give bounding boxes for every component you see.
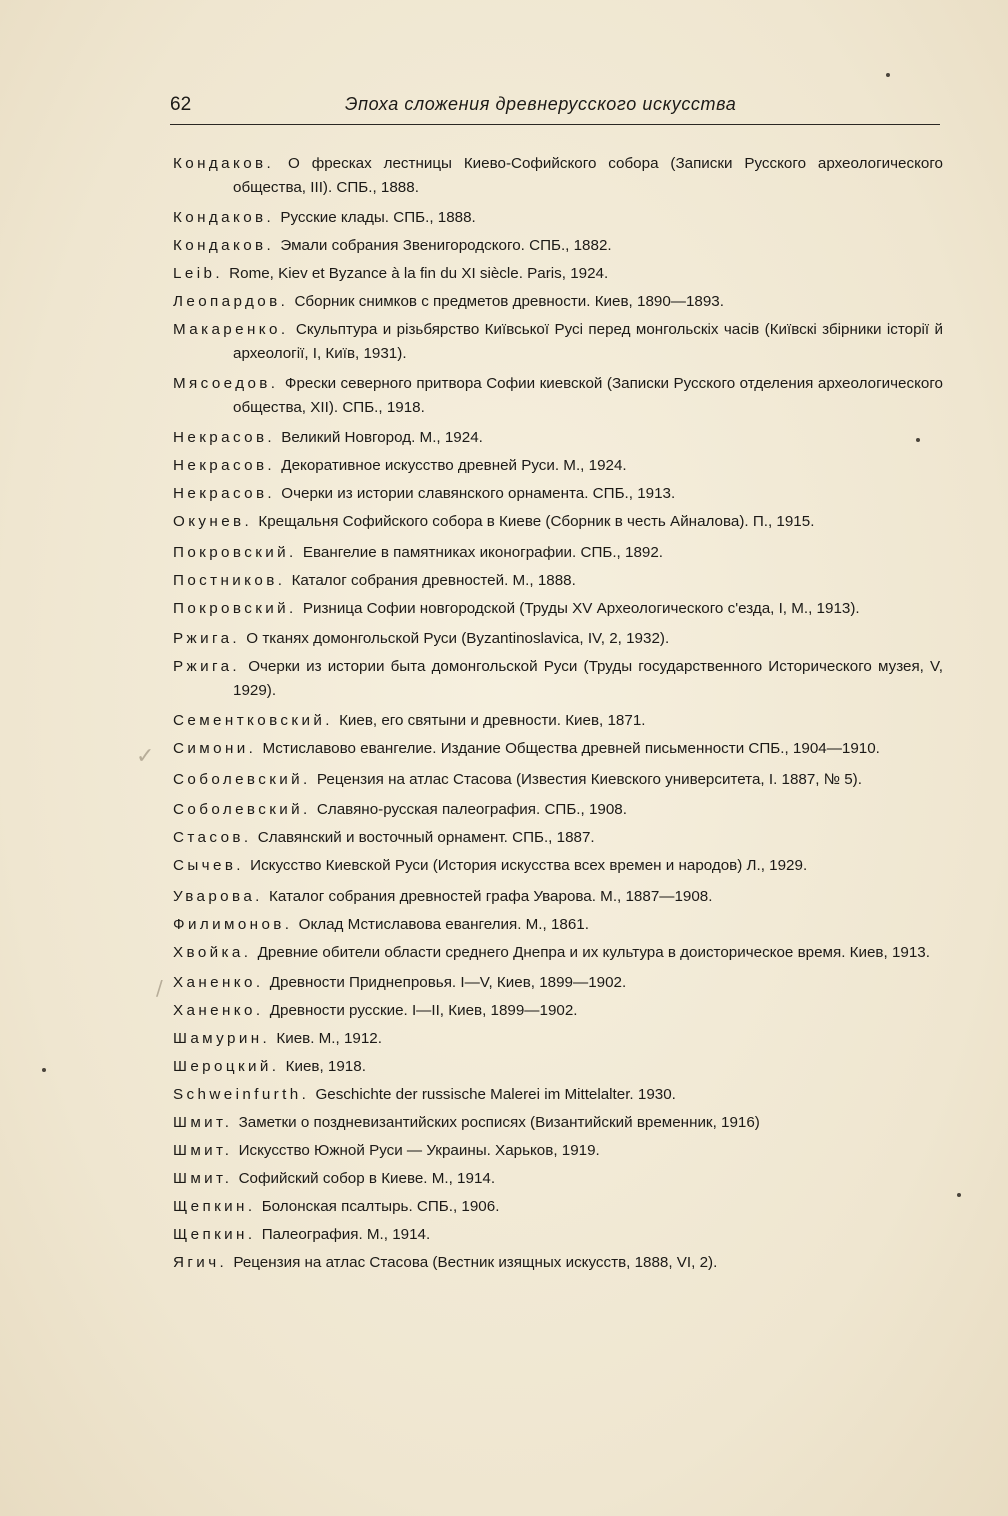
entry-author: Леопардов. — [173, 293, 289, 310]
entry-author: Стасов. — [173, 829, 252, 846]
entry-author: Постников. — [173, 571, 286, 589]
entry-author: Симони. — [173, 740, 257, 757]
entry-text: Софийский собор в Киеве. М., 1914. — [238, 1170, 496, 1187]
entry-text: Палеография. М., 1914. — [261, 1226, 431, 1243]
entry-author: Мясоедов. — [173, 375, 279, 392]
entry-author: Кондаков. — [173, 209, 275, 226]
entry-text: Великий Новгород. М., 1924. — [281, 429, 483, 446]
entry-author: Филимонов. — [173, 915, 293, 933]
running-title: Эпоха сложения древнерусского искусства — [345, 94, 737, 114]
entry-text: Болонская псалтырь. СПБ., 1906. — [261, 1198, 500, 1215]
entry-text: Древности Приднепровья. I—V, Киев, 1899—1902. — [269, 974, 627, 991]
bibliography-entry — [173, 597, 943, 621]
bibliography-entry — [173, 234, 943, 258]
entry-author: Сементковский. — [173, 712, 333, 729]
entry-author: Уварова. — [173, 887, 263, 905]
entry-text: Сборник снимков с предметов древности. Киев, 1890—1893. — [294, 293, 724, 310]
entry-text: Скульптура и різьбярство Київської Русі перед монгольскіх часів (Київскі збірники історії й археології, І, Київ, 1931). — [233, 321, 943, 362]
entry-text: Каталог собрания древностей графа Уварова. М., 1887—1908. — [269, 887, 713, 905]
entry-author: Кондаков. — [173, 237, 275, 254]
bibliography-entry — [173, 737, 943, 761]
entry-author: Шамурин. — [173, 1030, 271, 1047]
entry-text: Ризница Софии новгородской (Труды XV Археологического с'езда, I, М., 1913). — [302, 599, 860, 617]
bibliography-entry — [173, 569, 943, 593]
entry-author: Щепкин. — [173, 1226, 256, 1243]
entry-author: Кондаков. — [173, 155, 275, 172]
bibliography-entry — [173, 372, 943, 419]
ink-speck — [957, 1193, 961, 1197]
bibliography-entry — [173, 655, 943, 702]
entry-text: Древности русские. I—II, Киев, 1899—1902. — [269, 1002, 578, 1019]
entry-text: Фрески северного притвора Софии киевской (Записки Русского отделения археологического общества, XII). СПБ., 1918. — [233, 375, 943, 416]
entry-author: Некрасов. — [173, 457, 276, 474]
entry-author: Ржига. — [173, 658, 241, 675]
bibliography-entry — [173, 290, 943, 314]
entry-author: Некрасов. — [173, 429, 276, 446]
bibliography-entry — [173, 1139, 943, 1163]
entry-text: Славяно-русская палеография. СПБ., 1908. — [316, 801, 627, 818]
entry-author: Хвойка. — [173, 943, 252, 961]
entry-text: Крещальня Софийского собора в Киеве (Сборник в честь Айналова). П., 1915. — [258, 513, 815, 530]
entry-author: Соболевский. — [173, 801, 311, 818]
bibliography-entry — [173, 768, 943, 792]
ink-speck — [916, 438, 920, 442]
bibliography-entry — [173, 541, 943, 565]
entry-author: Шмит. — [173, 1142, 233, 1159]
bibliography-entry — [173, 941, 943, 965]
bibliography-entry — [173, 152, 943, 199]
bibliography-entry — [173, 627, 943, 651]
entry-text: Киев, его святыни и древности. Киев, 1871. — [339, 712, 646, 729]
entry-author: Ржига. — [173, 630, 241, 647]
ink-speck — [42, 1068, 46, 1072]
entry-text: Искусство Киевской Руси (История искусства всех времен и народов) Л., 1929. — [250, 857, 808, 874]
entry-text: Rome, Kiev et Byzance à la fin du XI siècle. Paris, 1924. — [229, 265, 609, 282]
entry-author: Шмит. — [173, 1170, 233, 1187]
entry-text: Очерки из истории славянского орнамента. СПБ., 1913. — [281, 485, 676, 502]
entry-author: Некрасов. — [173, 485, 276, 502]
entry-author: Соболевский. — [173, 770, 311, 788]
pencil-check-mark: ✓ — [136, 744, 155, 769]
entry-text: Искусство Южной Руси — Украины. Харьков, 1919. — [238, 1142, 600, 1159]
entry-author: Ягич. — [173, 1254, 228, 1271]
entry-text: О тканях домонгольской Руси (Byzantinoslavica, IV, 2, 1932). — [246, 630, 670, 647]
bibliography-entry — [173, 318, 943, 365]
bibliography-entry — [173, 1111, 943, 1135]
bibliography-entry — [173, 999, 943, 1023]
ink-speck — [886, 73, 890, 77]
pencil-slash-mark: / — [156, 976, 163, 1000]
entry-author: Ханенко. — [173, 974, 264, 991]
bibliography-entry — [173, 1251, 943, 1275]
entry-text: Декоративное искусство древней Руси. М., 1924. — [281, 457, 627, 474]
entry-author: Щепкин. — [173, 1198, 256, 1215]
entry-text: Geschichte der russische Malerei im Mittelalter. 1930. — [315, 1086, 676, 1103]
bibliography-entry — [173, 510, 943, 534]
entry-text: Заметки о поздневизантийских росписях (Византийский временник, 1916) — [238, 1114, 760, 1131]
entry-author: Leib. — [173, 265, 223, 282]
entry-text: Киев, 1918. — [285, 1058, 366, 1075]
entry-text: Киев. М., 1912. — [276, 1030, 382, 1047]
bibliography-entry — [173, 798, 943, 822]
entry-author: Покровский. — [173, 599, 297, 617]
entry-text: Эмали собрания Звенигородского. СПБ., 1882. — [280, 237, 612, 254]
entry-text: Каталог собрания древностей. М., 1888. — [291, 571, 576, 589]
page-header — [170, 92, 940, 125]
bibliography-entry — [173, 913, 943, 937]
entry-text: О фресках лестницы Киево-Софийского собора (Записки Русского археологического общества, III). СПБ., 1888. — [233, 155, 943, 196]
bibliography-list — [173, 152, 943, 1279]
entry-text: Рецензия на атлас Стасова (Известия Киевского университета, I. 1887, № 5). — [316, 770, 862, 788]
page-number: 62 — [170, 94, 192, 115]
bibliography-entry — [173, 854, 943, 878]
bibliography-entry — [173, 1027, 943, 1051]
bibliography-entry — [173, 1223, 943, 1247]
entry-author: Покровский. — [173, 543, 297, 561]
entry-text: Древние обители области среднего Днепра и их культура в доисторическое время. Киев, 1913. — [257, 943, 930, 961]
entry-author: Макаренко. — [173, 321, 289, 338]
bibliography-entry — [173, 1055, 943, 1079]
entry-author: Schweinfurth. — [173, 1086, 310, 1103]
entry-author: Шероцкий. — [173, 1058, 280, 1075]
entry-author: Сычев. — [173, 857, 244, 874]
entry-text: Русские клады. СПБ., 1888. — [280, 209, 476, 226]
bibliography-entry — [173, 262, 943, 286]
bibliography-entry — [173, 426, 943, 450]
entry-author: Ханенко. — [173, 1002, 264, 1019]
entry-author: Окунев. — [173, 513, 253, 530]
entry-text: Оклад Мстиславова евангелия. М., 1861. — [298, 915, 589, 933]
entry-text: Евангелие в памятниках иконографии. СПБ., 1892. — [302, 543, 663, 561]
bibliography-entry — [173, 1167, 943, 1191]
entry-author: Шмит. — [173, 1114, 233, 1131]
bibliography-entry — [173, 1083, 943, 1107]
entry-text: Мстиславово евангелие. Издание Общества древней письменности СПБ., 1904—1910. — [262, 740, 880, 757]
entry-text: Рецензия на атлас Стасова (Вестник изящных искусств, 1888, VI, 2). — [233, 1254, 718, 1271]
bibliography-entry — [173, 206, 943, 230]
bibliography-entry — [173, 1195, 943, 1219]
bibliography-entry — [173, 709, 943, 733]
bibliography-entry — [173, 885, 943, 909]
bibliography-entry — [173, 971, 943, 995]
bibliography-entry — [173, 826, 943, 850]
entry-text: Очерки из истории быта домонгольской Руси (Труды государственного Исторического музея, V, 1929). — [233, 658, 943, 699]
bibliography-entry — [173, 482, 943, 506]
bibliography-entry — [173, 454, 943, 478]
entry-text: Славянский и восточный орнамент. СПБ., 1887. — [257, 829, 595, 846]
